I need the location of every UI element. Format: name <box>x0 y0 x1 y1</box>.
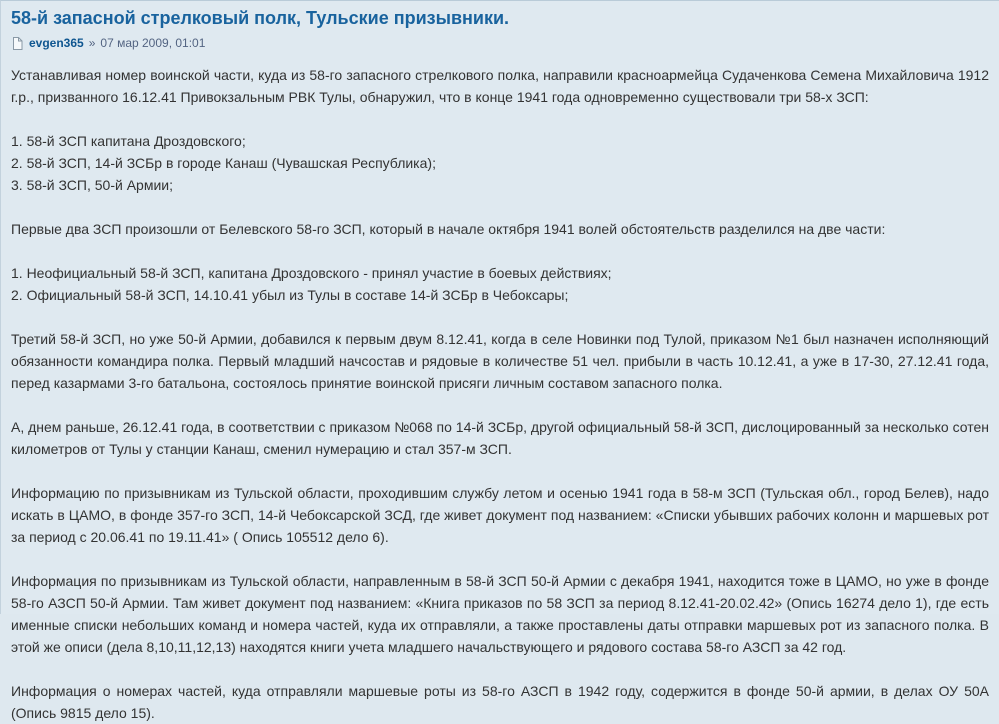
post-panel <box>1 1 999 724</box>
post-paragraph: Информация о номерах частей, куда отправляли маршевые роты из 58-го АЗСП в 1942 году, содержится в фонде 50-й армии, в делах ОУ 50А (Опись 9815 дело 15). <box>11 683 989 721</box>
post-title-link[interactable]: 58-й запасной стрелковый полк, Тульские призывники. <box>11 8 510 28</box>
post-paragraph: Первые два ЗСП произошли от Белевского 58-го ЗСП, который в начале октября 1941 волей обстоятельств разделился на две части: <box>11 221 886 237</box>
post-paragraph: Информация по призывникам из Тульской области, направленным в 58-й ЗСП 50-й Армии с декабря 1941, находится тоже в ЦАМО, но уже в фонде 58-го АЗСП 50-й Армии. Там живет документ под названием: «Книга приказов по 58 ЗСП за период 8.12.41-20.02.42» (Опись 16274 дело 1), где есть именные списки небольших команд и номера частей, куда их отправляли, а также проставлены даты отправки маршевых рот из запасного полка. В этой же описи (дела 8,10,11,12,13) находятся книги учета младшего начальствующего и рядового состава 58-го АЗСП за 42 год. <box>11 573 989 655</box>
post-paragraph: Информацию по призывникам из Тульской области, проходившим службу летом и осенью 1941 года в 58-м ЗСП (Тульская обл., город Белев), надо искать в ЦАМО, в фонде 357-го ЗСП, 14-й Чебоксарской ЗСД, где живет документ под названием: «Списки убывших рабочих колонн и маршевых рот за период с 20.06.41 по 19.11.41» ( Опись 105512 дело 6). <box>11 485 989 545</box>
post-date: 07 мар 2009, 01:01 <box>100 36 206 50</box>
post-paragraph: А, днем раньше, 26.12.41 года, в соответствии с приказом №068 по 14-й ЗСБр, другой официальный 58-й ЗСП, дислоцированный за несколько сотен километров от Тулы у станции Канаш, сменил нумерацию и стал 357-м ЗСП. <box>11 419 989 457</box>
post-meta <box>11 35 989 51</box>
post-paragraph: Третий 58-й ЗСП, но уже 50-й Армии, добавился к первым двум 8.12.41, когда в селе Новинки под Тулой, приказом №1 был назначен исполняющий обязанности командира полка. Первый младший начсостав и рядовые в количестве 51 чел. прибыли в часть 10.12.41, а уже в 17-30, 27.12.41 года, перед казармами 3-го батальона, состоялось принятие воинской присяги личным составом запасного полка. <box>11 331 989 391</box>
page-icon <box>12 37 23 50</box>
post-paragraph: 1. Неофициальный 58-й ЗСП, капитана Дроздовского - принял участие в боевых действиях; 2. Официальный 58-й ЗСП, 14.10.41 убыл из Тулы в составе 14-й ЗСБр в Чебоксары; <box>11 265 612 303</box>
meta-separator: » <box>88 36 96 50</box>
post-content <box>11 64 989 724</box>
post-paragraph: 1. 58-й ЗСП капитана Дроздовского; 2. 58-й ЗСП, 14-й ЗСБр в городе Канаш (Чувашская Республика); 3. 58-й ЗСП, 50-й Армии; <box>11 133 436 193</box>
author-link[interactable]: evgen365 <box>29 36 84 50</box>
post-paragraph: Устанавливая номер воинской части, куда из 58-го запасного стрелкового полка, направили красноармейца Судаченкова Семена Михайловича 1912 г.р., призванного 16.12.41 Привокзальным РВК Тулы, обнаружил, что в конце 1941 года одновременно существовали три 58-х ЗСП: <box>11 67 989 105</box>
